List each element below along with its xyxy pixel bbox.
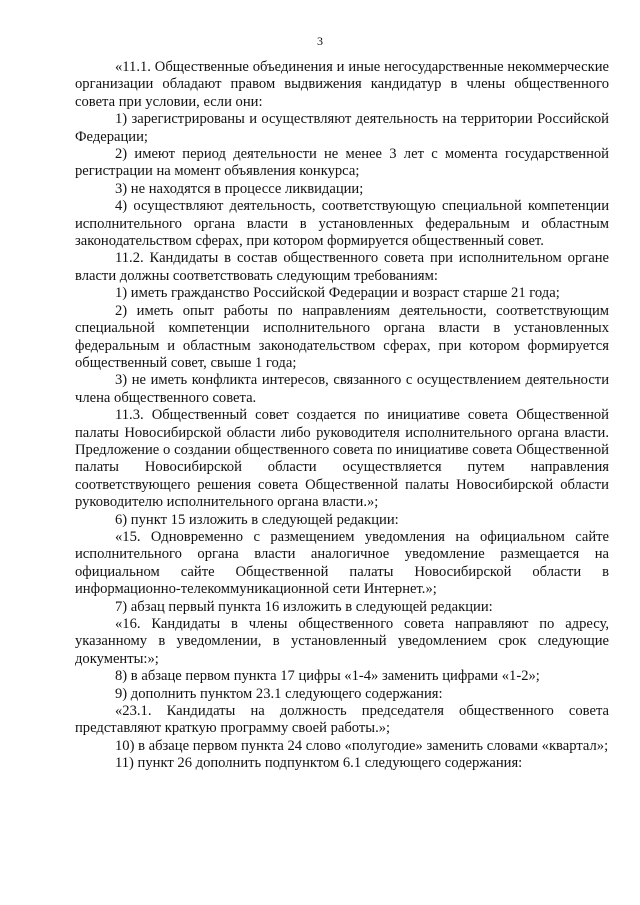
document-body (75, 59, 609, 773)
paragraph-11-2-item-1: 1) иметь гражданство Российской Федерации и возраст старше 21 года; (115, 285, 560, 302)
amendment-item-9: 9) дополнить пунктом 23.1 следующего содержания: (115, 685, 443, 702)
amendment-item-6: 6) пункт 15 изложить в следующей редакции: (115, 511, 399, 528)
paragraph-23-1: «23.1. Кандидаты на должность председателя общественного совета представляют краткую программу своей работы.»; (75, 703, 609, 737)
paragraph-11-1-item-2: 2) имеют период деятельности не менее 3 лет с момента государственной регистрации на момент объявления конкурса; (75, 146, 609, 180)
paragraph-11-2-item-3: 3) не иметь конфликта интересов, связанного с осуществлением деятельности члена общественного совета. (75, 372, 609, 406)
paragraph-11-1: «11.1. Общественные объединения и иные негосударственные некоммерческие организации обладают правом выдвижения кандидатур в члены общественного совета при условии, если они: (75, 59, 609, 110)
paragraph-11-2-item-2: 2) иметь опыт работы по направлениям деятельности, соответствующим специальной компетенции исполнительного органа власти в установленных федеральным и областным законодательством сферах, при котором формируется общественный совет, свыше 1 года; (75, 302, 609, 371)
paragraph-15: «15. Одновременно с размещением уведомления на официальном сайте исполнительного органа власти аналогичное уведомление размещается на официальном сайте Общественной палаты Новосибирской области в информационно-телекоммуникационной сети Интернет.»; (75, 528, 609, 598)
paragraph-11-1-item-1: 1) зарегистрированы и осуществляют деятельность на территории Российской Федерации; (75, 111, 609, 145)
paragraph-11-2: 11.2. Кандидаты в состав общественного совета при исполнительном органе власти должны соответствовать следующим требованиям: (75, 250, 609, 284)
paragraph-11-1-item-4: 4) осуществляют деятельность, соответствующую специальной компетенции исполнительного органа власти в установленных федеральным и областным законодательством сферах, при котором формируется общественный совет. (75, 198, 609, 250)
page-number: 3 (317, 34, 323, 48)
amendment-item-10: 10) в абзаце первом пункта 24 слово «полугодие» заменить словами «квартал»; (115, 737, 609, 754)
amendment-item-8: 8) в абзаце первом пункта 17 цифры «1-4» заменить цифрами «1-2»; (115, 668, 540, 685)
paragraph-11-1-item-3: 3) не находятся в процессе ликвидации; (115, 180, 364, 197)
paragraph-16: «16. Кандидаты в члены общественного совета направляют по адресу, указанному в уведомлении, в установленный уведомлением срок следующие документы:»; (75, 616, 609, 667)
amendment-item-11: 11) пункт 26 дополнить подпунктом 6.1 следующего содержания: (115, 755, 523, 772)
paragraph-11-3: 11.3. Общественный совет создается по инициативе совета Общественной палаты Новосибирской области либо руководителя исполнительного органа власти. Предложение о создании общественного совета по инициативе совета Общественной палаты Новосибирской области осуществляется путем направления соответствующего решения совета Общественной палаты Новосибирской области руководителю исполнительного органа власти.»; (75, 407, 609, 511)
amendment-item-7: 7) абзац первый пункта 16 изложить в следующей редакции: (115, 598, 493, 615)
